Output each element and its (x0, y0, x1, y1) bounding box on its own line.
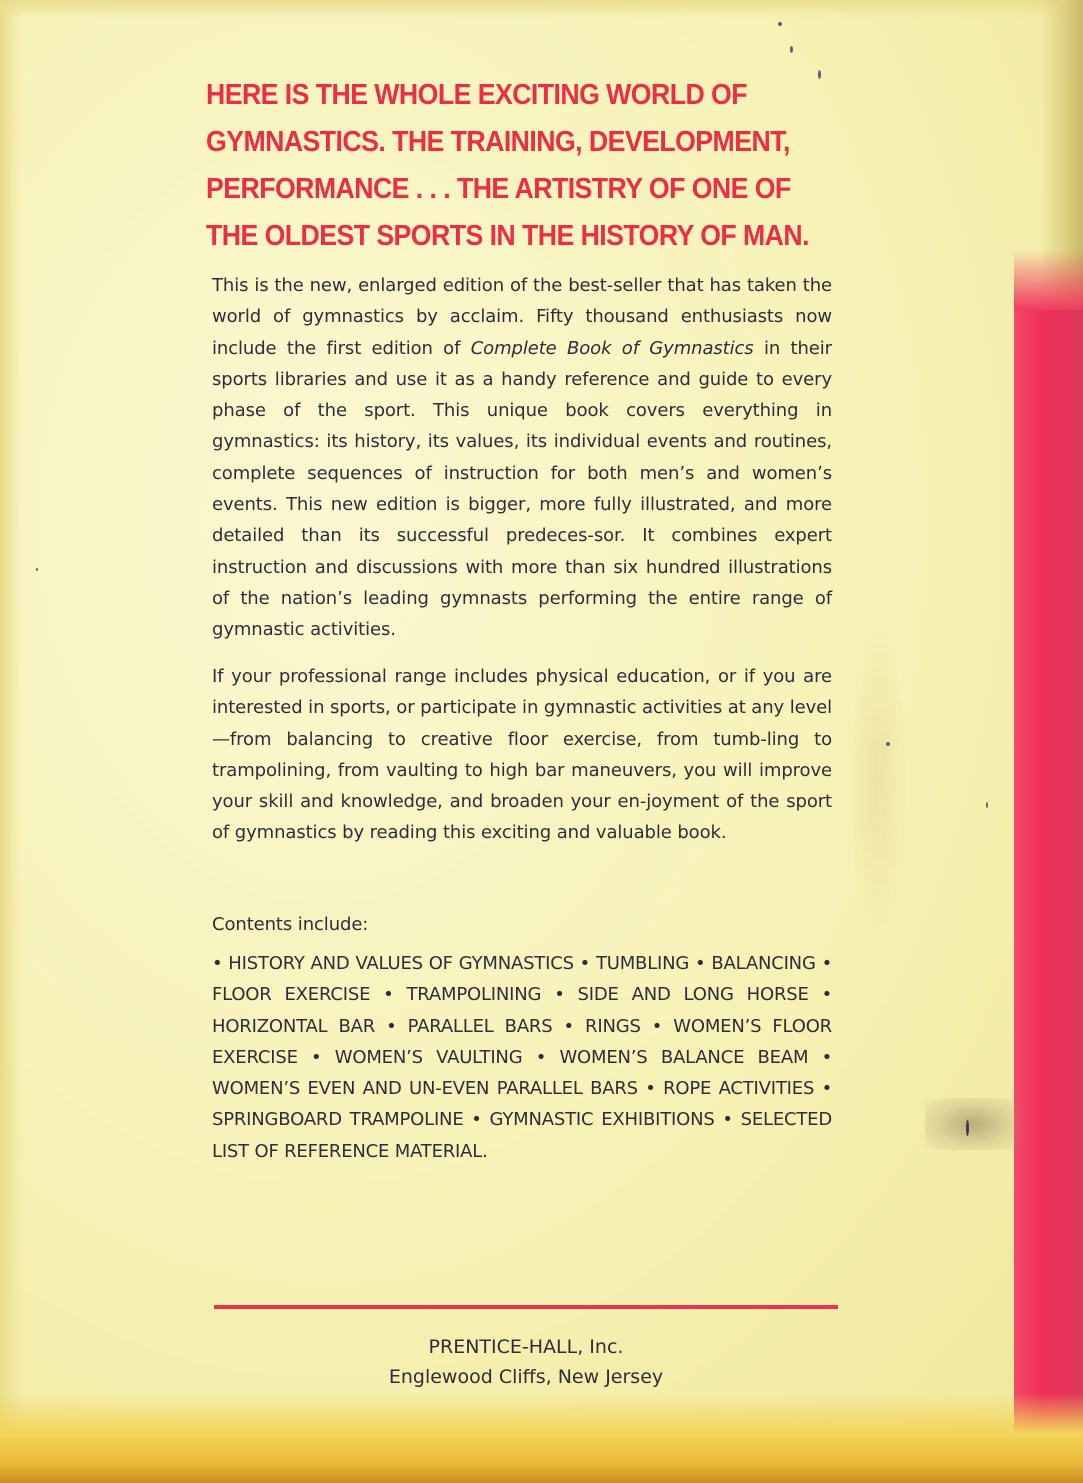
book-title: Complete Book of Gymnastics (470, 337, 754, 359)
headline-line-2: GYMNASTICS. THE TRAINING, DEVELOPMENT, (206, 126, 790, 158)
ink-speck (778, 22, 782, 26)
headline-line-3: PERFORMANCE . . . THE ARTISTRY OF ONE OF (206, 173, 791, 205)
headline (206, 72, 809, 260)
spine-red-fade (1014, 250, 1083, 310)
contents-list: • HISTORY AND VALUES OF GYMNASTICS • TUMBLING • BALANCING • FLOOR EXERCISE • TRAMPOLINING • SIDE AND LONG HORSE • HORIZONTAL BAR • PARALLEL BARS • RINGS • WOMEN’S FLOOR EXERCISE • WOMEN’S VAULTING • WOMEN’S BALANCE BEAM • WOMEN’S EVEN AND UN-EVEN PARALLEL BARS • ROPE ACTIVITIES • SPRINGBOARD TRAMPOLINE • GYMNASTIC EXHIBITIONS • SELECTED LIST OF REFERENCE MATERIAL. (212, 953, 832, 1162)
cover-crease-stain (848, 620, 908, 940)
cover-top-edge-wear (0, 0, 1083, 18)
cover-stain (925, 1098, 1020, 1150)
publisher-divider (214, 1305, 838, 1309)
cover-left-edge-wear (0, 0, 22, 1483)
ink-speck (790, 46, 793, 53)
contents-label: Contents include: (212, 914, 369, 935)
ink-speck (986, 802, 988, 808)
publisher-name: PRENTICE-HALL, Inc. (428, 1336, 624, 1358)
headline-line-1: HERE IS THE WHOLE EXCITING WORLD OF (206, 79, 747, 111)
spine-red-band (1014, 310, 1083, 1470)
paragraph-1-intro: This is the new, enlarged edition of the best-seller that has taken the world of gymnastics by acclaim. Fifty thousand enthusiasts now include the first edition of (212, 275, 832, 359)
ink-speck (966, 1120, 969, 1136)
publisher-location: Englewood Cliffs, New Jersey (388, 1366, 664, 1388)
headline-line-4: THE OLDEST SPORTS IN THE HISTORY OF MAN. (206, 220, 809, 252)
description-paragraph-1 (212, 270, 832, 646)
paragraph-1-rest: in their sports libraries and use it as a handy reference and guide to every phase of the sport. This unique book covers everything in gymnastics: its history, its values, its individual events and routines, complete sequences of instruction for both men’s and women’s events. This new edition is bigger, more fully illustrated, and more detailed than its successful predeces-sor. It combines expert instruction and discussions with more than six hundred illustrations of the nation’s leading gymnasts performing the entire range of gymnastic activities. (212, 337, 832, 641)
ink-speck (818, 70, 821, 79)
cover-bottom-edge-wear (0, 1393, 1083, 1483)
ink-speck (886, 742, 890, 746)
ink-speck (36, 568, 38, 571)
description-paragraph-2: If your professional range includes physical education, or if you are interested in sports, or participate in gymnastic activities at any level—from balancing to creative floor exercise, from tumb-ling to trampolining, from vaulting to high bar maneuvers, you will improve your skill and knowledge, and broaden your en-joyment of the sport of gymnastics by reading this exciting and valuable book. (212, 666, 832, 844)
